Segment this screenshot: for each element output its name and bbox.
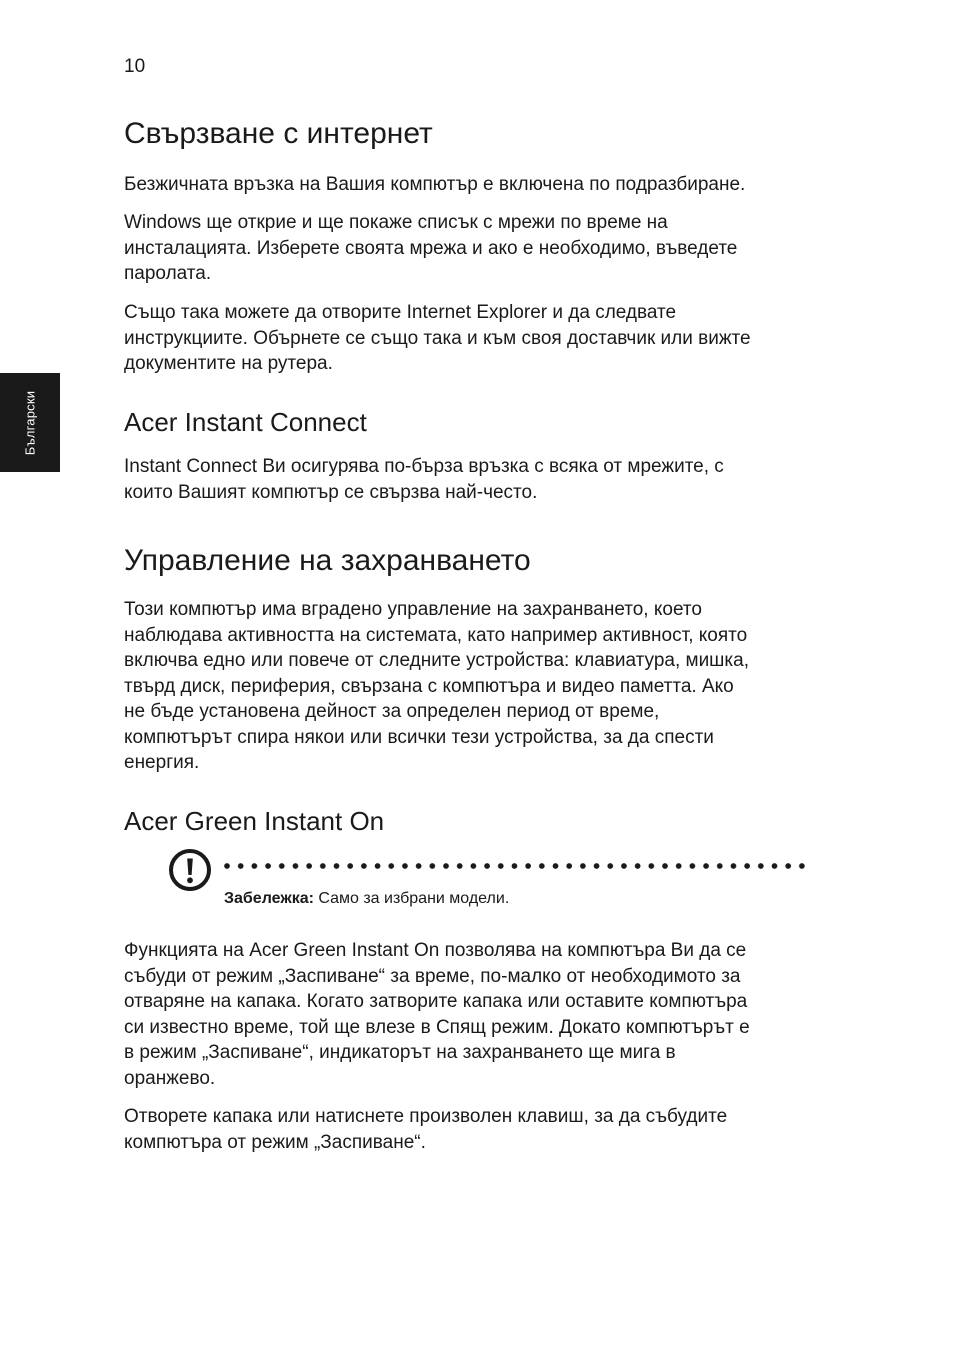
note (224, 889, 509, 909)
note-dotted-divider (224, 863, 812, 869)
exclamation-circle-icon (168, 848, 212, 892)
paragraph-line: наблюдава активността на системата, като например активност, която (124, 624, 748, 646)
language-side-tab (0, 373, 60, 472)
paragraph-instant-connect (124, 454, 814, 505)
paragraph-line: компютъра от режим „Заспиване“. (124, 1131, 426, 1153)
heading-power-management: Управление на захранването (124, 544, 531, 577)
paragraph-line: документите на рутера. (124, 353, 333, 374)
paragraph-line: отваряне на капака. Когато затворите капака или оставите компютъра (124, 991, 748, 1012)
paragraph-line: инструкциите. Обърнете се също така и към своя доставчик или вижте (124, 327, 751, 349)
language-side-tab-label: Български (22, 390, 38, 456)
paragraph-internet-2 (124, 210, 814, 287)
note-label: Забележка: (224, 890, 314, 907)
paragraph-line: Instant Connect Ви осигурява по-бърза връзка с всяка от мрежите, с (124, 456, 724, 477)
paragraph-internet-3 (124, 300, 814, 377)
paragraph-green-instant-on-2 (124, 1104, 814, 1155)
paragraph-line: си известно време, той ще влезе в Спящ режим. Докато компютърът е (124, 1016, 750, 1038)
paragraph-line: инсталацията. Изберете своята мрежа и ако е необходимо, въведете (124, 237, 738, 259)
paragraph-line: събуди от режим „Заспиване“ за време, по-малко от необходимото за (124, 965, 741, 987)
paragraph-power-management (124, 597, 814, 776)
paragraph-line: в режим „Заспиване“, индикаторът на захранването ще мига в (124, 1042, 676, 1063)
paragraph-line: не бъде установена дейност за определен период от време, (124, 701, 660, 722)
paragraph-line: твърд диск, периферия, свързана с компютъра и видео паметта. Ако (124, 675, 734, 697)
page-number: 10 (124, 56, 146, 77)
heading-instant-connect: Acer Instant Connect (124, 407, 367, 437)
heading-internet: Свързване с интернет (124, 117, 433, 150)
paragraph-line: компютърът спира някои или всички тези устройства, за да спести (124, 726, 714, 748)
paragraph-line: включва едно или повече от следните устройства: клавиатура, мишка, (124, 650, 750, 671)
paragraph-line: Този компютър има вградено управление на захранването, което (124, 599, 702, 620)
note-text: Само за избрани модели. (313, 890, 510, 907)
paragraph-line: Windows ще открие и ще покаже списък с мрежи по време на (124, 212, 668, 233)
paragraph-line: които Вашият компютър се свързва най-често. (124, 481, 538, 503)
heading-green-instant-on: Acer Green Instant On (124, 806, 385, 836)
paragraph-line: енергия. (124, 752, 200, 773)
paragraph-line: Също така можете да отворите Internet Explorer и да следвате (124, 302, 677, 323)
paragraph-line: Отворете капака или натиснете произволен клавиш, за да събудите (124, 1106, 728, 1127)
paragraph-line: Безжичната връзка на Вашия компютър е включена по подразбиране. (124, 174, 746, 195)
paragraph-line: Функцията на Acer Green Instant On позволява на компютъра Ви да се (124, 940, 747, 961)
paragraph-green-instant-on-1 (124, 938, 814, 1091)
paragraph-line: оранжево. (124, 1067, 216, 1089)
paragraph-line: паролата. (124, 263, 212, 284)
paragraph-internet-1 (124, 172, 814, 198)
